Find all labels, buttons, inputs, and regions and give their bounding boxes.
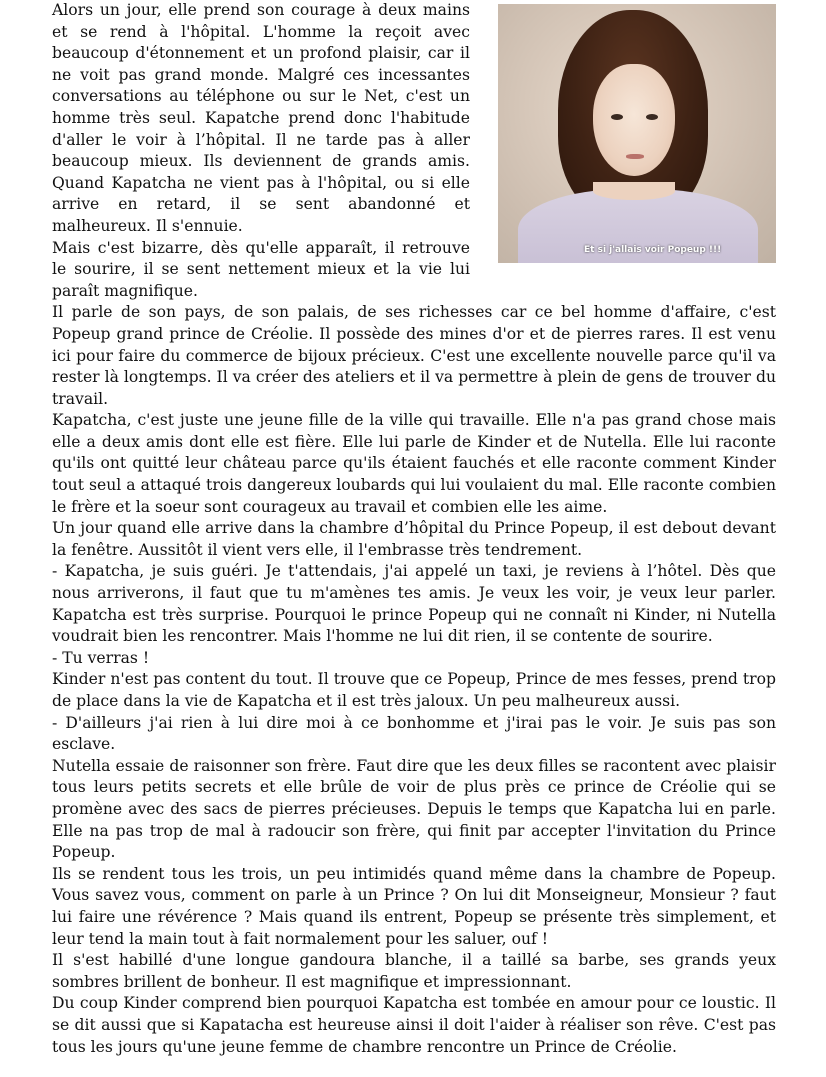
paragraph: Un jour quand elle arrive dans la chambre d’hôpital du Prince Popeup, il est debout devant la fenêtre. Aussitôt il vient vers elle, il l'embrasse très tendrement. xyxy=(52,519,776,559)
paragraph: - Tu verras ! xyxy=(52,648,150,667)
paragraph: Nutella essaie de raisonner son frère. Faut dire que les deux filles se racontent avec plaisir tous leurs petits secrets et elle brûle de voir de plus près ce prince de Créolie qui se promène avec des sacs de pierres précieuses. Depuis le temps que Kapatcha lui en parle. Elle na pas trop de mal à radoucir son frère, qui finit par accepter l'invitation du Prince Popeup. xyxy=(52,756,776,862)
paragraph: Du coup Kinder comprend bien pourquoi Kapatcha est tombée en amour pour ce loustic. Il se dit aussi que si Kapatacha est heureuse ainsi il doit l'aider à réaliser son rêve. C'est pas tous les jours qu'une jeune femme de chambre rencontre un Prince de Créolie. xyxy=(52,994,776,1056)
photo-face xyxy=(593,64,675,176)
paragraph: - D'ailleurs j'ai rien à lui dire moi à ce bonhomme et j'irai pas le voir. Je suis pas son esclave. xyxy=(52,713,776,754)
photo-mouth xyxy=(626,154,644,159)
paragraph: Mais c'est bizarre, dès qu'elle apparaît, il retrouve le sourire, il se sent nettement mieux et la vie lui paraît magnifique. xyxy=(52,238,470,300)
photo-left-eye xyxy=(611,114,623,120)
paragraph: - Kapatcha, je suis guéri. Je t'attendais, j'ai appelé un taxi, je reviens à l’hôtel. Dès que nous arriverons, il faut que tu m'amènes tes amis. Je veux les voir, je veux leur parler. Kapatcha est très surprise. Pourquoi le prince Popeup qui ne connaît ni Kinder, ni Nutella voudrait bien les rencontrer. Mais l'homme ne lui dit rien, il se contente de sourire. xyxy=(52,562,776,646)
paragraph: Kapatcha, c'est juste une jeune fille de la ville qui travaille. Elle n'a pas grand chose mais elle a deux amis dont elle est fière. Elle lui parle de Kinder et de Nutella. Elle lui raconte qu'ils ont quitté leur château parce qu'ils étaient fauchés et elle raconte comment Kinder tout seul a attaqué trois dangereux loubards qui lui voulaient du mal. Elle raconte combien le frère et la soeur sont courageux au travail et combien elle les aime. xyxy=(52,411,776,516)
photo-caption: Et si j'allais voir Popeup !!! xyxy=(584,245,722,255)
paragraph: Il parle de son pays, de son palais, de ses richesses car ce bel homme d'affaire, c'est Popeup grand prince de Créolie. Il possède des mines d'or et de pierres rares. Il est venu ici pour faire du commerce de bijoux précieux. C'est une excellente nouvelle parce qu'il va rester là longtemps. Il va créer des ateliers et il va permettre à plein de gens de trouver du travail. xyxy=(52,303,776,408)
paragraph: Kinder n'est pas content du tout. Il trouve que ce Popeup, Prince de mes fesses, prend trop de place dans la vie de Kapatcha et il est très jaloux. Un peu malheureux aussi. xyxy=(52,670,776,710)
document-page xyxy=(52,0,776,1058)
girl-photo xyxy=(498,4,776,263)
paragraph: Il s'est habillé d'une longue gandoura blanche, il a taillé sa barbe, ses grands yeux sombres brillent de bonheur. Il est magnifique et impressionnant. xyxy=(52,951,776,991)
photo-neck xyxy=(593,182,675,200)
photo-right-eye xyxy=(646,114,658,120)
paragraph: Alors un jour, elle prend son courage à deux mains et se rend à l'hôpital. L'homme la reçoit avec beaucoup d'étonnement et un profond plaisir, car il ne voit pas grand monde. Malgré ces incessantes conversations au téléphone ou sur le Net, c'est un homme très seul. Kapatche prend donc l'habitude d'aller le voir à l’hôpital. Il ne tarde pas à aller beaucoup mieux. Ils deviennent de grands amis. Quand Kapatcha ne vient pas à l'hôpital, ou si elle arrive en retard, il se sent abandonné et malheureux. Il s'ennuie. xyxy=(52,1,470,235)
paragraph: Ils se rendent tous les trois, un peu intimidés quand même dans la chambre de Popeup. Vous savez vous, comment on parle à un Prince ? On lui dit Monseigneur, Monsieur ? faut lui faire une révérence ? Mais quand ils entrent, Popeup se présente très simplement, et leur tend la main tout à fait normalement pour les saluer, ouf ! xyxy=(52,864,776,948)
